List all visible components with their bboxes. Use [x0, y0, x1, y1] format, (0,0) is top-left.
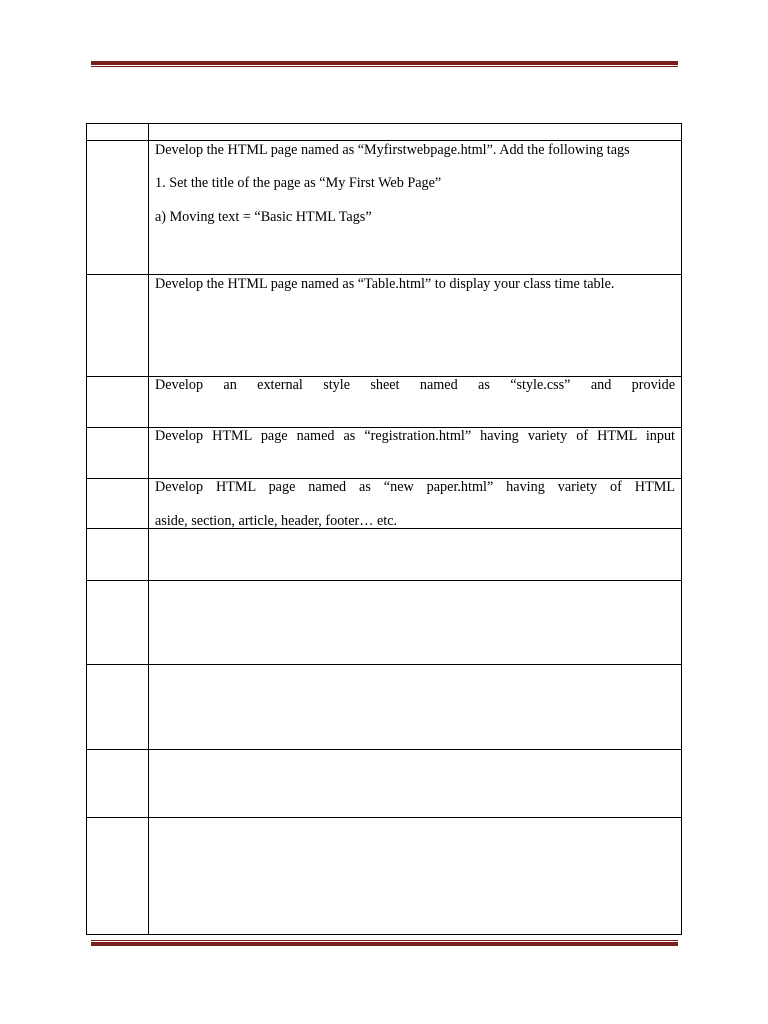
exercise-5-line-1: Develop HTML page named as “new paper.html” having variety of HTML [155, 479, 675, 495]
row-divider [87, 817, 681, 818]
row-divider [87, 580, 681, 581]
exercise-1-line-3: a) Moving text = “Basic HTML Tags” [155, 209, 372, 225]
header-rule [91, 61, 678, 67]
row-divider [87, 140, 681, 141]
exercise-5-line-2: aside, section, article, header, footer… etc. [155, 513, 398, 529]
exercise-2-line-1: Develop the HTML page named as “Table.html” to display your class time table. [155, 276, 615, 292]
exercise-3-line-1: Develop an external style sheet named as “style.css” and provide [155, 377, 675, 393]
exercise-1-line-2: 1. Set the title of the page as “My First Web Page” [155, 175, 442, 191]
column-divider [148, 124, 149, 934]
footer-rule [91, 940, 678, 946]
row-divider [87, 664, 681, 665]
row-divider [87, 749, 681, 750]
exercise-1-line-1: Develop the HTML page named as “Myfirstwebpage.html”. Add the following tags [155, 142, 630, 158]
exercise-table [86, 123, 682, 935]
row-divider [87, 274, 681, 275]
exercise-4-line-1: Develop HTML page named as “registration.html” having variety of HTML input [155, 428, 675, 444]
